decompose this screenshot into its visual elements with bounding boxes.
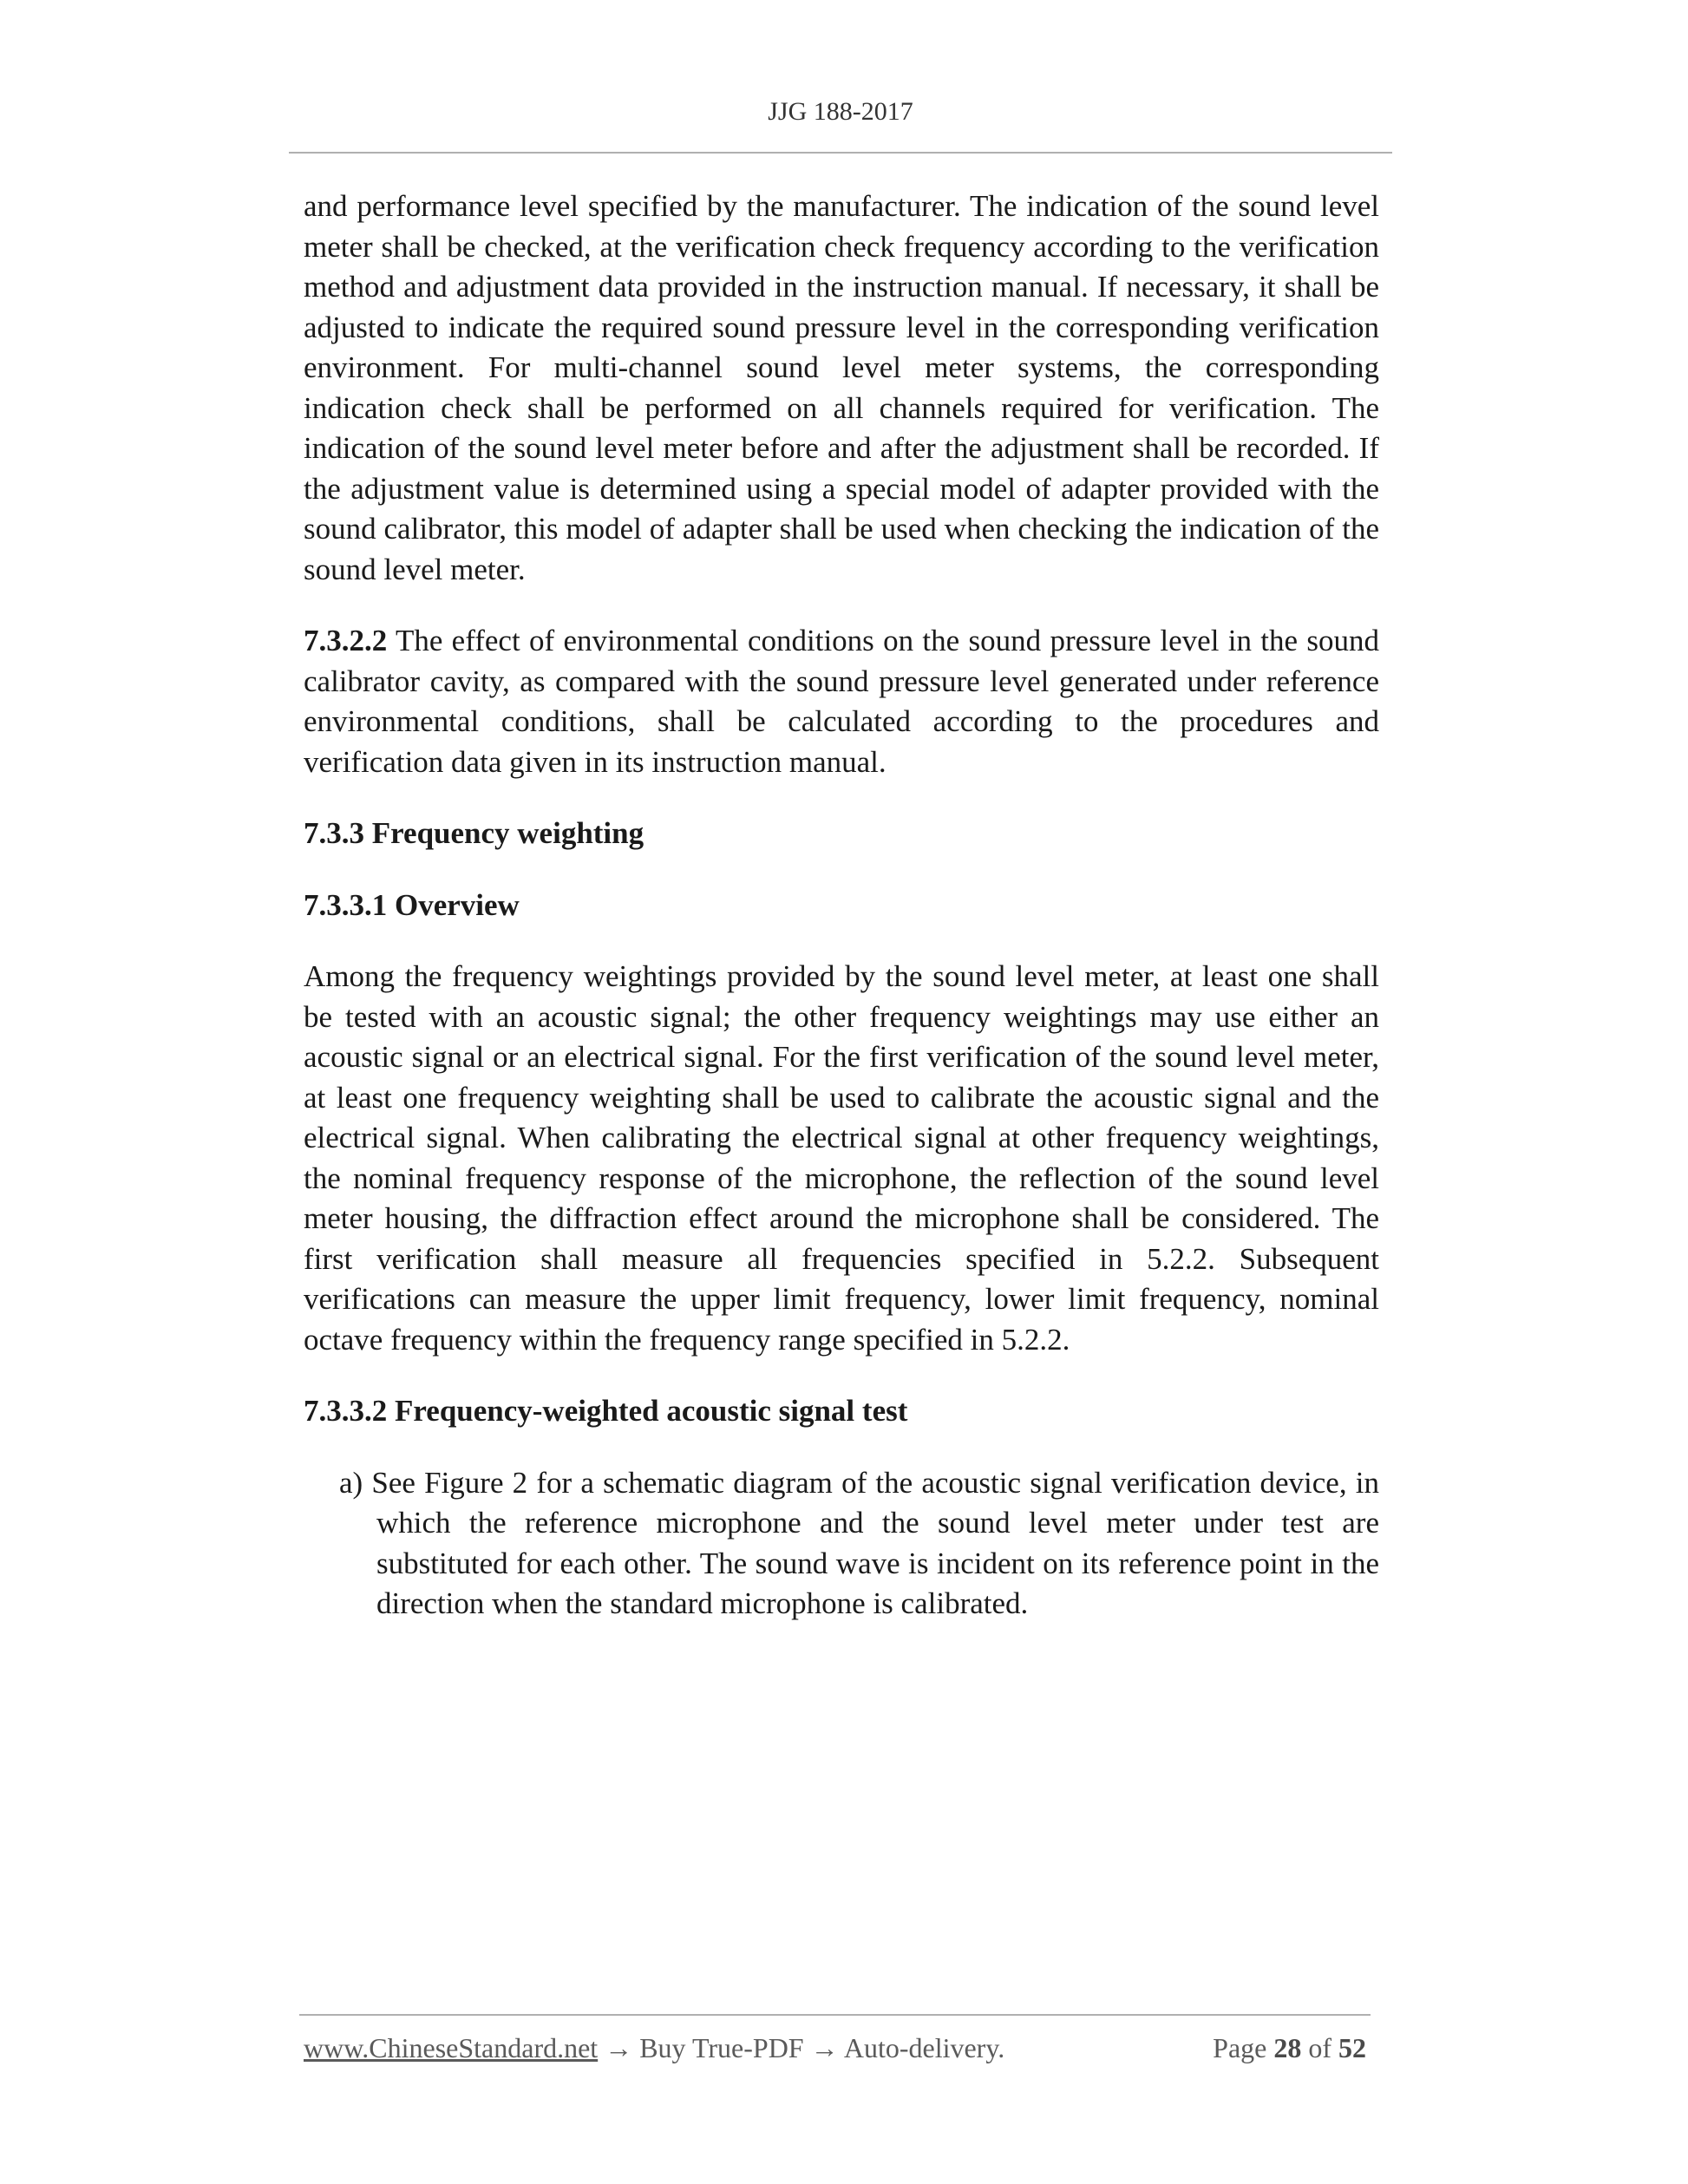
paragraph-adjustment: and performance level specified by the manufacturer. The indication of the sound level meter shall be checked, at the verification check frequency according to the verification method and adjustment data provided in the instruction manual. If necessary, it shall be adjusted to indicate the required sound pressure level in the corresponding verification environment. For multi-channel sound level meter systems, the corresponding indication check shall be performed on all channels required for verification. The indication of the sound level meter before and after the adjustment shall be recorded. If the adjustment value is determined using a special model of adapter provided with the sound calibrator, this model of adapter shall be used when checking the indication of the sound level meter. xyxy=(304,189,1379,586)
page-label: Page xyxy=(1213,2032,1267,2063)
page-counter xyxy=(1213,2032,1366,2064)
header-divider xyxy=(289,152,1392,154)
clause-text: The effect of environmental conditions on the sound pressure level in the sound calibrator cavity, as compared with the sound pressure level generated under reference environmental conditions, shall be calculated according to the procedures and verification data given in its instruction manual. xyxy=(304,624,1379,779)
page-header: JJG 188-2017 xyxy=(768,97,913,126)
current-page-number: 28 xyxy=(1273,2032,1302,2063)
heading-7-3-3: 7.3.3 Frequency weighting xyxy=(304,816,644,850)
heading-7-3-3-2: 7.3.3.2 Frequency-weighted acoustic signal test xyxy=(304,1394,908,1428)
of-label: of xyxy=(1308,2032,1331,2063)
paragraph-overview: Among the frequency weightings provided by the sound level meter, at least one shall be tested with an acoustic signal; the other frequency weightings may use either an acoustic signal or an electrical signal. For the first verification of the sound level meter, at least one frequency weighting shall be used to calibrate the acoustic signal and the electrical signal. When calibrating the electrical signal at other frequency weightings, the nominal frequency response of the microphone, the reflection of the sound level meter housing, the diffraction effect around the microphone shall be considered. The first verification shall measure all frequencies specified in 5.2.2. Subsequent verifications can measure the upper limit frequency, lower limit frequency, nominal octave frequency within the frequency range specified in 5.2.2. xyxy=(304,959,1379,1357)
total-pages: 52 xyxy=(1338,2032,1366,2063)
list-item-a: a) See Figure 2 for a schematic diagram of the acoustic signal verification device, in which the reference microphone and the sound level meter under test are substituted for each other. The sound wave is incident on its reference point in the direction when the standard microphone is calibrated. xyxy=(339,1465,1379,1620)
website-link[interactable]: www.ChineseStandard.net xyxy=(304,2032,599,2063)
footer-promo xyxy=(304,2032,1004,2064)
footer-tagline: → Buy True-PDF → Auto-delivery. xyxy=(598,2032,1005,2063)
clause-number: 7.3.2.2 xyxy=(304,624,388,657)
footer-divider xyxy=(299,2014,1371,2016)
document-body xyxy=(304,186,1379,1625)
paragraph-7-3-2-2 xyxy=(304,621,1379,782)
heading-7-3-3-1: 7.3.3.1 Overview xyxy=(304,887,520,922)
